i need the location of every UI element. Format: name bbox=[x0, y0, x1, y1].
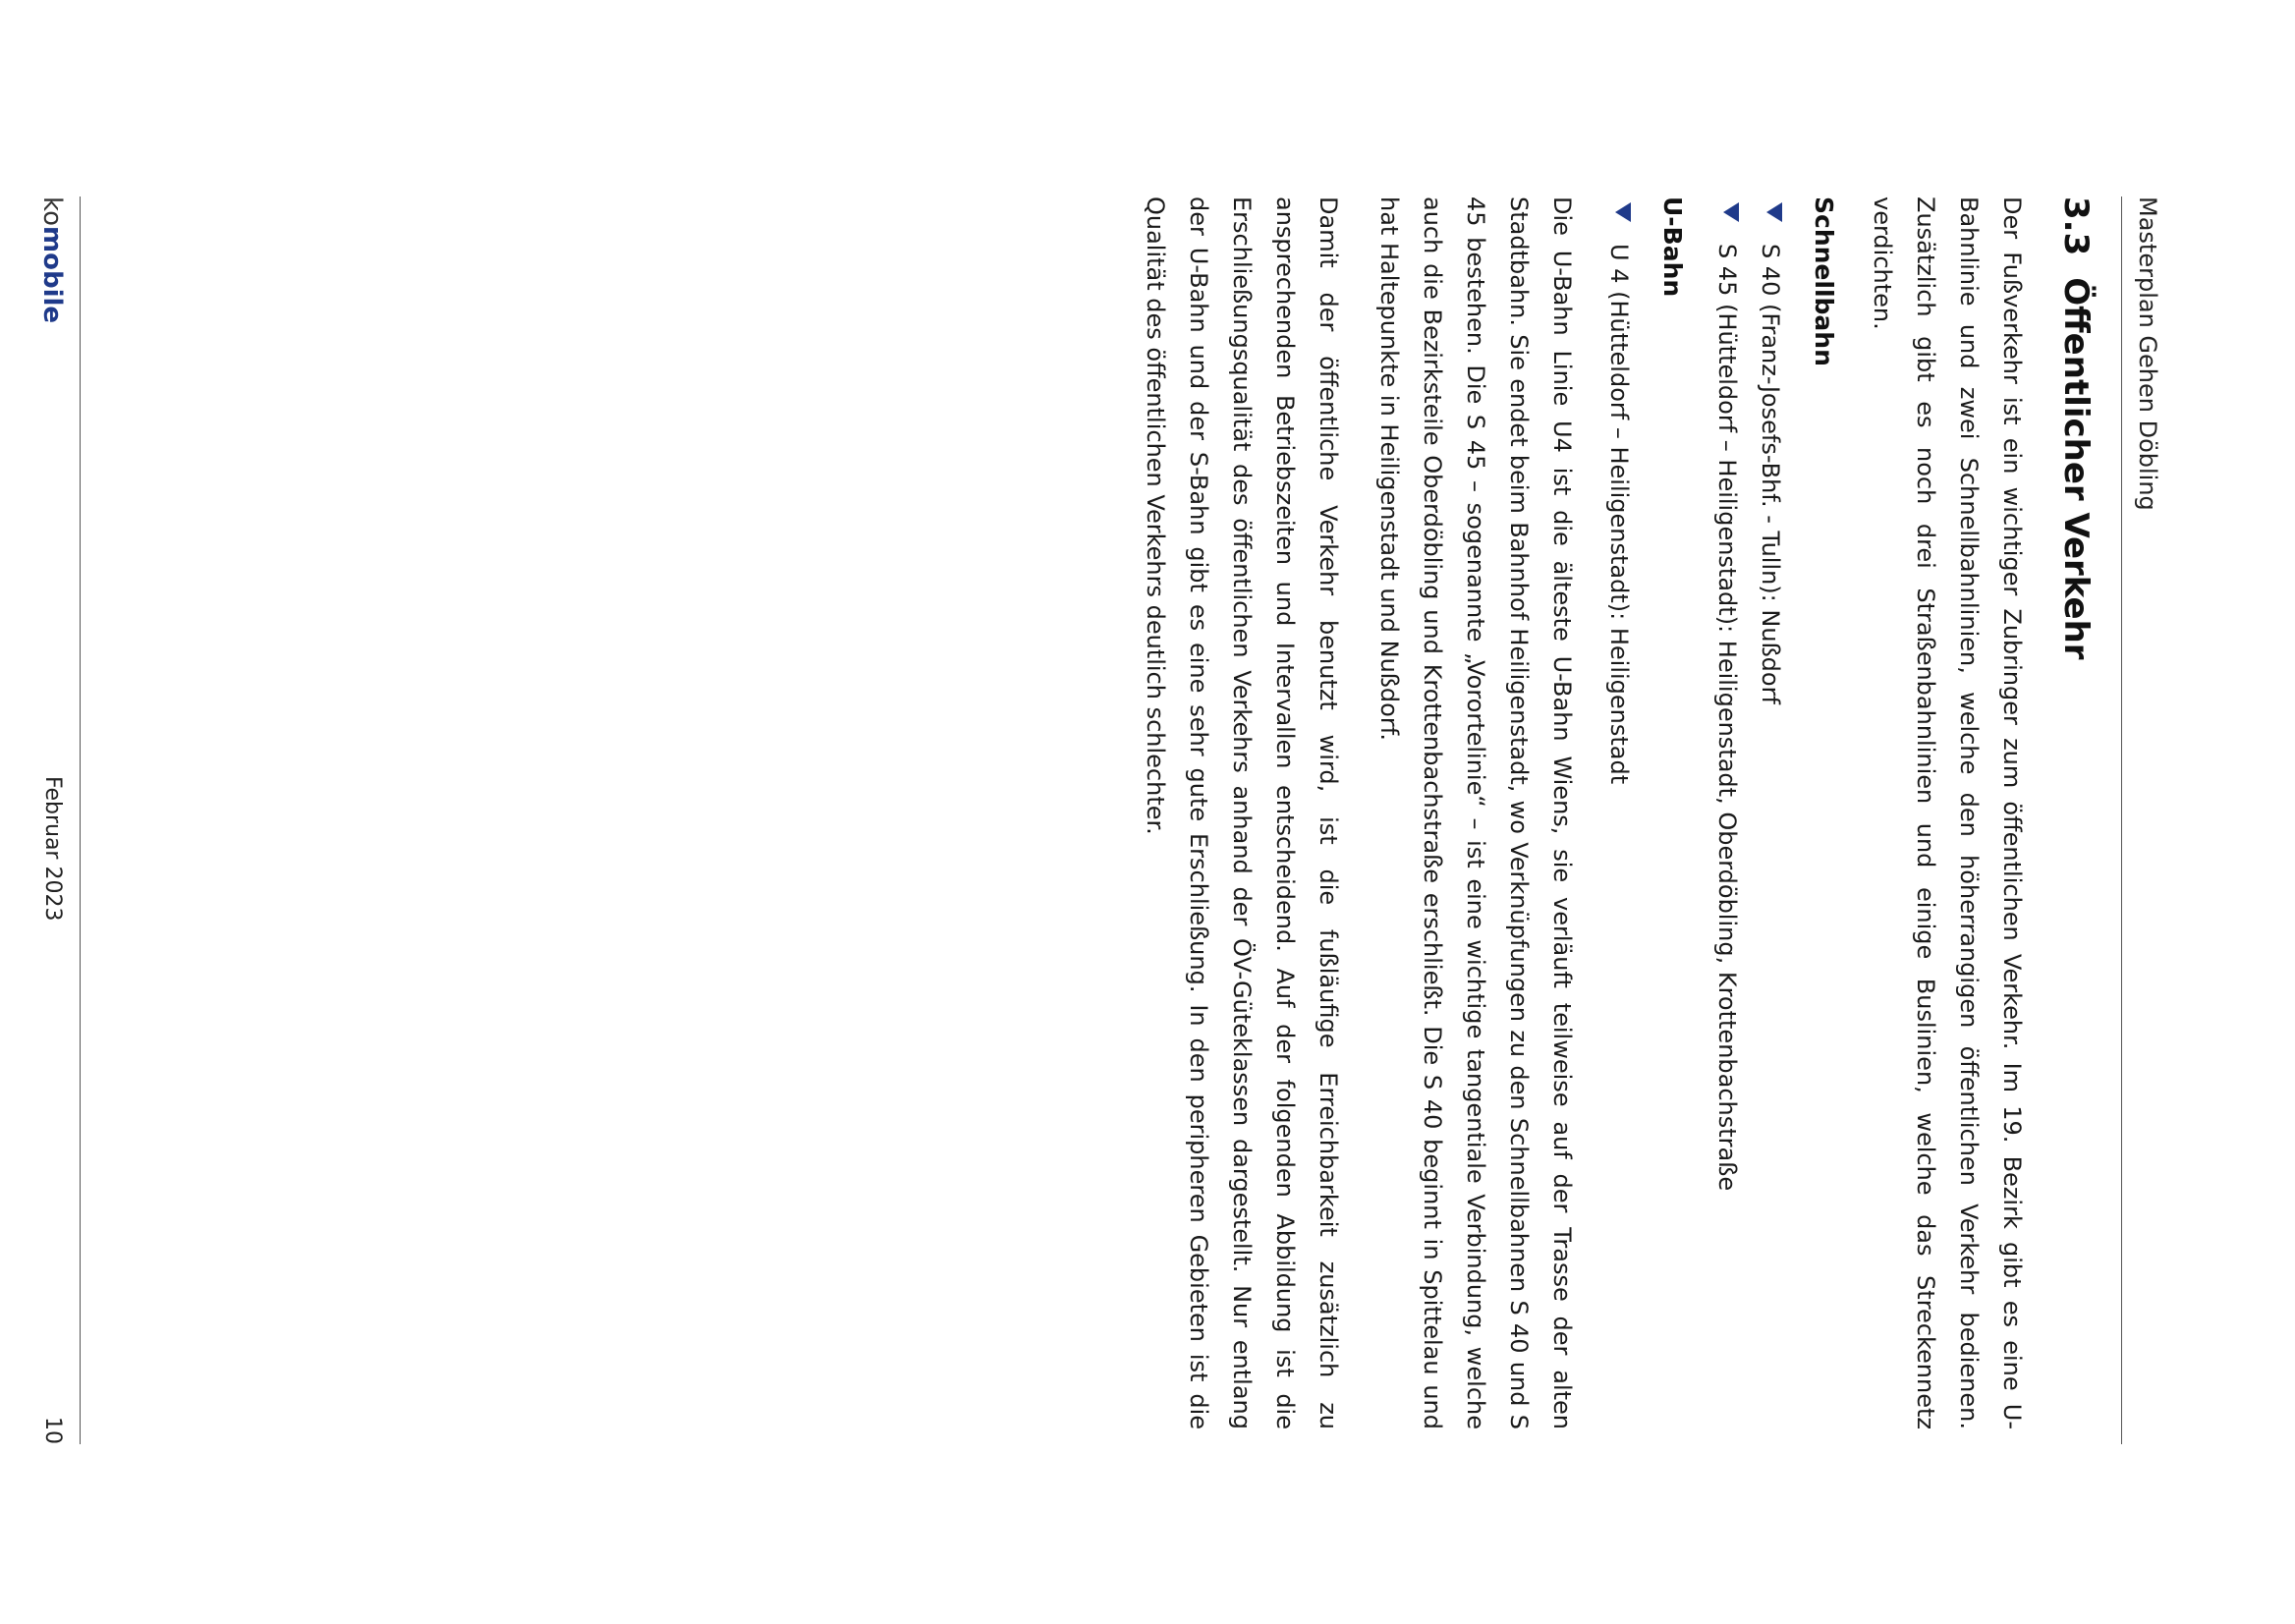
footer-divider bbox=[80, 196, 81, 1444]
header-divider bbox=[2121, 196, 2122, 1444]
list-item-text: S 40 (Franz-Josefs-Bhf. - Tulln): Nußdorf bbox=[1757, 244, 1784, 704]
section-heading bbox=[2055, 196, 2097, 1429]
komobile-logo bbox=[37, 196, 67, 323]
bullet-triangle-icon bbox=[1766, 202, 1782, 222]
section-title: Öffentlicher Verkehr bbox=[2056, 277, 2096, 660]
schnellbahn-heading: Schnellbahn bbox=[1810, 196, 1838, 366]
page-content bbox=[1116, 196, 2097, 1429]
logo-accent: mobile bbox=[37, 226, 67, 324]
ubahn-list bbox=[1597, 196, 1641, 1429]
logo-prefix: ko bbox=[37, 196, 67, 227]
schnellbahn-list bbox=[1706, 196, 1792, 1429]
ubahn-heading: U-Bahn bbox=[1658, 196, 1687, 298]
list-item bbox=[1706, 244, 1749, 1429]
footer-date: Februar 2023 bbox=[40, 776, 65, 922]
bullet-triangle-icon bbox=[1723, 202, 1739, 222]
list-item bbox=[1749, 244, 1792, 1429]
accessibility-paragraph: Damit der öffentliche Verkehr benutzt wird, ist die fußläufige Erreichbarkeit zusätzlich zu ansprechenden Betriebszeiten und Intervallen entscheidend. Auf der folgenden Abbildung ist die Erschließungsqualität des öffentlichen Verkehrs anhand der ÖV-Güteklassen dargestellt. Nur entlang der U-Bahn und der S-Bahn gibt es eine sehr gute Erschließung. In den peripheren Gebieten ist die Qualität des öffentlichen Verkehrs deutlich schlechter. bbox=[1142, 196, 1342, 1429]
section-number: 3.3 bbox=[2056, 196, 2096, 256]
page-header: Masterplan Gehen Döbling bbox=[2134, 196, 2161, 511]
ubahn-paragraph: Die U-Bahn Linie U4 ist die älteste U-Bahn Wiens, sie verläuft teilweise auf der Trasse der alten Stadtbahn. Sie endet beim Bahnhof Heiligenstadt, wo Verknüpfungen zu den Schnellbahnen S 40 und S 45 bestehen. Die S 45 – sogenannte „Vorortelinie“ – ist eine wichtige tangentiale Verbindung, welche auch die Bezirksteile Oberdöbling und Krottenbachstraße erschließt. Die S 40 beginnt in Spittelau und hat Haltepunkte in Heiligenstadt und Nußdorf. bbox=[1375, 196, 1576, 1429]
bullet-triangle-icon bbox=[1615, 202, 1631, 222]
intro-paragraph: Der Fußverkehr ist ein wichtiger Zubringer zum öffentlichen Verkehr. Im 19. Bezirk gibt es eine U-Bahnlinie und zwei Schnellbahnlinien, welche den höherrangigen öffentlichen Verkehr bedienen. Zusätzlich gibt es noch drei Straßenbahnlinien und einige Buslinien, welche das Streckennetz verdichten. bbox=[1869, 196, 2026, 1429]
list-item-text: S 45 (Hütteldorf – Heiligenstadt): Heiligenstadt, Oberdöbling, Krottenbachstraße bbox=[1713, 244, 1741, 1192]
page-number: 10 bbox=[40, 1417, 65, 1444]
list-item-text: U 4 (Hütteldorf – Heiligenstadt): Heiligenstadt bbox=[1605, 244, 1633, 785]
list-item bbox=[1597, 244, 1641, 1429]
